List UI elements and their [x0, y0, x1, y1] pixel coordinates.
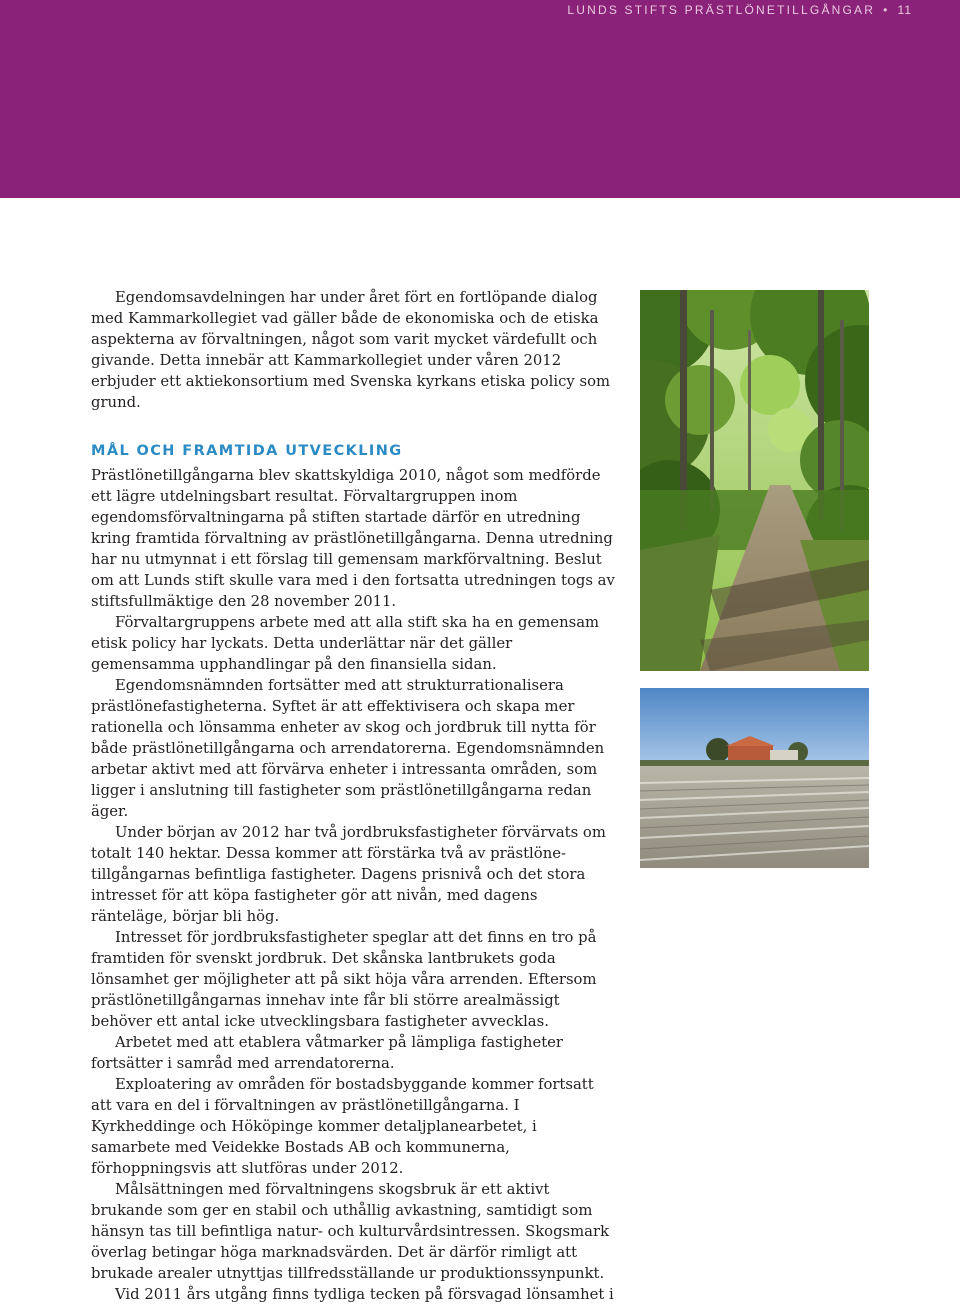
- body-paragraph: Egendomsnämnden fortsätter med att strukturrationalisera prästlönefastigheterna. Syftet är att effektivisera och skapa mer rationella och lönsamma enheter av skog och jordbruk till nytta för både prästlönetillgångarna och arrendatorerna. Egendomsnämnden arbetar aktivt med att förvärva enheter i intressanta områden, som ligger i anslutning till fastigheter som prästlönetillgångarna redan äger.: [91, 677, 605, 820]
- page-number: 11: [897, 3, 912, 17]
- running-title: LUNDS STIFTS PRÄSTLÖNETILLGÅNGAR: [567, 3, 876, 17]
- section-heading: MÅL OCH FRAMTIDA UTVECKLING: [91, 443, 403, 459]
- header-band: [0, 0, 960, 198]
- body-paragraph: Förvaltargruppens arbete med att alla stift ska ha en gemensam etisk policy har lyckats. Detta underlättar när det gäller gemensamma upphandlingar på den finansiella sidan.: [91, 614, 600, 673]
- main-text-column: [91, 287, 615, 1305]
- body-paragraph: Vid 2011 års utgång finns tydliga tecken på försvagad lönsamhet i: [115, 1286, 614, 1303]
- running-head: [567, 3, 912, 17]
- body-paragraph: Under början av 2012 har två jordbruksfastigheter förvärvats om totalt 140 hektar. Dessa kommer att förstärka två av prästlönetillgångarnas befintliga fastigheter. Dagens prisnivå och det stora intresset för att köpa fastigheter gör att nivån, med dagens ränteläge, börjar bli hög.: [91, 824, 606, 925]
- body-paragraph: Intresset för jordbruksfastigheter speglar att det finns en tro på framtiden för svenskt jordbruk. Det skånska lantbrukets goda lönsamhet ger möjligheter att på sikt höja våra arrenden. Eftersom prästlönetillgångarnas innehav inte får bli större arealmässigt behöver ett antal icke utvecklingsbara fastigheter avvecklas.: [91, 929, 597, 1030]
- body-paragraph: Exploatering av områden för bostadsbyggande kommer fortsatt att vara en del i förvaltningen av prästlönetillgångarna. I Kyrkheddinge och Hököpinge kommer detaljplanearbetet, i samarbete med Veidekke Bostads AB och kommunerna, förhoppningsvis att slutföras under 2012.: [91, 1076, 594, 1177]
- body-paragraph: Arbetet med att etablera våtmarker på lämpliga fastigheter fortsätter i samråd med arrendatorerna.: [91, 1034, 563, 1072]
- running-head-separator: •: [883, 3, 890, 17]
- intro-paragraph: Egendomsavdelningen har under året fört en fortlöpande dialog med Kammarkollegiet vad gäller både de ekonomiska och de etiska aspekterna av förvaltningen, något som varit mycket värdefullt och givande. Detta innebär att Kammarkollegiet under våren 2012 erbjuder ett aktiekonsortium med Svenska kyrkans etiska policy som grund.: [91, 289, 611, 411]
- body-paragraph: Prästlönetillgångarna blev skattskyldiga 2010, något som medförde ett lägre utdelningsbart resultat. Förvaltargruppen inom egendomsförvaltningarna på stiften startade därför en utredning kring framtida förvaltning av prästlönetillgångarna. Denna utredning har nu utmynnat i ett förslag till gemensam markförvaltning. Beslut om att Lunds stift skulle vara med i den fortsatta utredningen togs av stiftsfullmäktige den 28 november 2011.: [91, 467, 615, 610]
- forest-road-photo: [640, 290, 869, 671]
- body-paragraph: Målsättningen med förvaltningens skogsbruk är ett aktivt brukande som ger en stabil och uthållig avkastning, samtidigt som hänsyn tas till befintliga natur- och kulturvårdsintressen. Skogsmark överlag betingar höga marknadsvärden. Det är därför rimligt att brukade arealer utnyttjas tillfredsställande ur produktionssynpunkt.: [91, 1181, 610, 1282]
- farm-field-photo: [640, 688, 869, 868]
